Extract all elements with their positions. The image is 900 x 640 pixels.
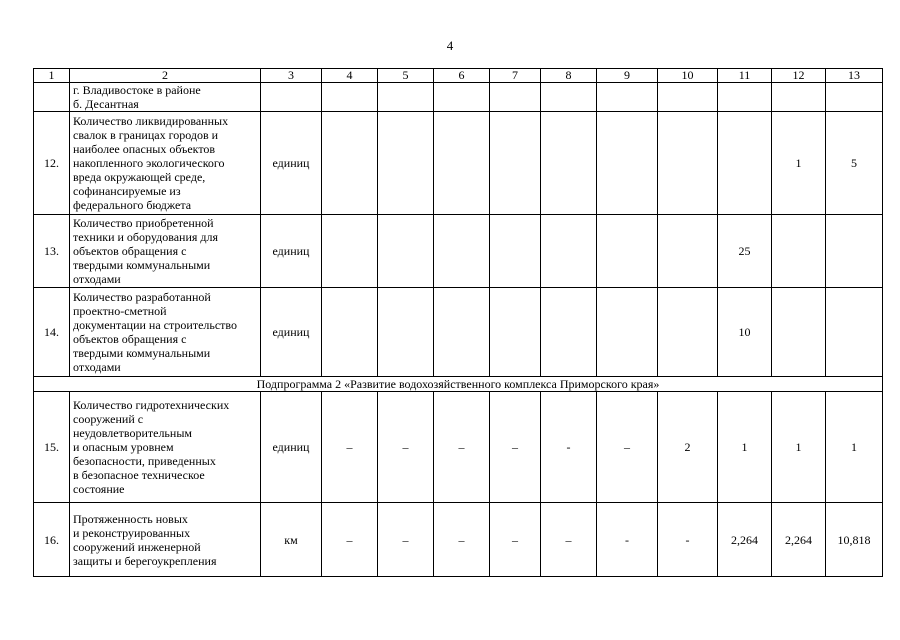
table-row (34, 112, 883, 215)
indicator-name: Количество ликвидированных свалок в границах городов и наиболее опасных объектов накопленного экологического вреда окружающей среде, софинансируемые из федерального бюджета (70, 112, 261, 215)
value-cell: 2,264 (718, 503, 772, 577)
column-header-2: 2 (70, 69, 261, 83)
indicators-table (33, 68, 883, 577)
value-cell: – (490, 503, 541, 577)
value-cell: 2,264 (772, 503, 826, 577)
value-cell (597, 288, 658, 377)
value-cell (434, 112, 490, 215)
indicator-name: Количество гидротехнических сооружений с неудовлетворительным и опасным уровнем безопасности, приведенных в безопасное техническое состояние (70, 392, 261, 503)
unit-cell: км (261, 503, 322, 577)
indicator-name: Количество разработанной проектно-сметной документации на строительство объектов обращения с твердыми коммунальными отходами (70, 288, 261, 377)
value-cell (597, 112, 658, 215)
value-cell (490, 112, 541, 215)
row-number: 14. (34, 288, 70, 377)
value-cell: – (322, 392, 378, 503)
row-number: 15. (34, 392, 70, 503)
value-cell: – (322, 503, 378, 577)
page-number: 4 (446, 38, 454, 53)
value-cell (378, 288, 434, 377)
value-cell (541, 83, 597, 112)
value-cell (378, 112, 434, 215)
value-cell (322, 112, 378, 215)
unit-cell: единиц (261, 112, 322, 215)
value-cell: - (541, 392, 597, 503)
table-row (34, 288, 883, 377)
column-header-8: 8 (541, 69, 597, 83)
value-cell (541, 215, 597, 288)
value-cell: – (378, 392, 434, 503)
unit-cell: единиц (261, 392, 322, 503)
value-cell (322, 288, 378, 377)
value-cell: – (434, 392, 490, 503)
value-cell: - (597, 503, 658, 577)
row-number: 13. (34, 215, 70, 288)
indicator-name: Количество приобретенной техники и оборудования для объектов обращения с твердыми коммунальными отходами (70, 215, 261, 288)
value-cell (826, 215, 883, 288)
value-cell: 1 (772, 392, 826, 503)
value-cell (378, 83, 434, 112)
row-number: 16. (34, 503, 70, 577)
value-cell (322, 215, 378, 288)
column-header-13: 13 (826, 69, 883, 83)
value-cell: 5 (826, 112, 883, 215)
value-cell (718, 112, 772, 215)
value-cell (490, 288, 541, 377)
column-header-12: 12 (772, 69, 826, 83)
value-cell (772, 83, 826, 112)
subprogram-title: Подпрограмма 2 «Развитие водохозяйственного комплекса Приморского края» (34, 377, 883, 392)
value-cell (434, 288, 490, 377)
value-cell: 10,818 (826, 503, 883, 577)
column-header-1: 1 (34, 69, 70, 83)
value-cell: – (378, 503, 434, 577)
value-cell: – (541, 503, 597, 577)
value-cell (658, 288, 718, 377)
value-cell (541, 112, 597, 215)
table-row (34, 392, 883, 503)
value-cell: - (658, 503, 718, 577)
row-number (34, 83, 70, 112)
value-cell (826, 288, 883, 377)
value-cell (658, 112, 718, 215)
value-cell: 1 (826, 392, 883, 503)
value-cell (378, 215, 434, 288)
value-cell (541, 288, 597, 377)
value-cell: 1 (772, 112, 826, 215)
column-header-9: 9 (597, 69, 658, 83)
value-cell (772, 288, 826, 377)
value-cell: 25 (718, 215, 772, 288)
value-cell: 1 (718, 392, 772, 503)
value-cell (718, 83, 772, 112)
value-cell: – (490, 392, 541, 503)
unit-cell: единиц (261, 288, 322, 377)
table-row (34, 83, 883, 112)
header-row (34, 69, 883, 83)
indicator-name: Протяженность новых и реконструированных сооружений инженерной защиты и берегоукрепления (70, 503, 261, 577)
value-cell (658, 83, 718, 112)
table-row (34, 215, 883, 288)
value-cell (434, 215, 490, 288)
column-header-3: 3 (261, 69, 322, 83)
column-header-11: 11 (718, 69, 772, 83)
value-cell (434, 83, 490, 112)
value-cell (772, 215, 826, 288)
value-cell (597, 83, 658, 112)
indicator-name: г. Владивостоке в районе б. Десантная (70, 83, 261, 112)
value-cell (322, 83, 378, 112)
row-number: 12. (34, 112, 70, 215)
column-header-7: 7 (490, 69, 541, 83)
column-header-6: 6 (434, 69, 490, 83)
value-cell (826, 83, 883, 112)
value-cell: – (597, 392, 658, 503)
value-cell (490, 215, 541, 288)
table-row (34, 503, 883, 577)
value-cell (658, 215, 718, 288)
subprogram-row (34, 377, 883, 392)
value-cell: 10 (718, 288, 772, 377)
column-header-4: 4 (322, 69, 378, 83)
column-header-10: 10 (658, 69, 718, 83)
unit-cell: единиц (261, 215, 322, 288)
value-cell: 2 (658, 392, 718, 503)
value-cell (490, 83, 541, 112)
unit-cell (261, 83, 322, 112)
value-cell: – (434, 503, 490, 577)
column-header-5: 5 (378, 69, 434, 83)
value-cell (597, 215, 658, 288)
table-body (34, 69, 883, 577)
